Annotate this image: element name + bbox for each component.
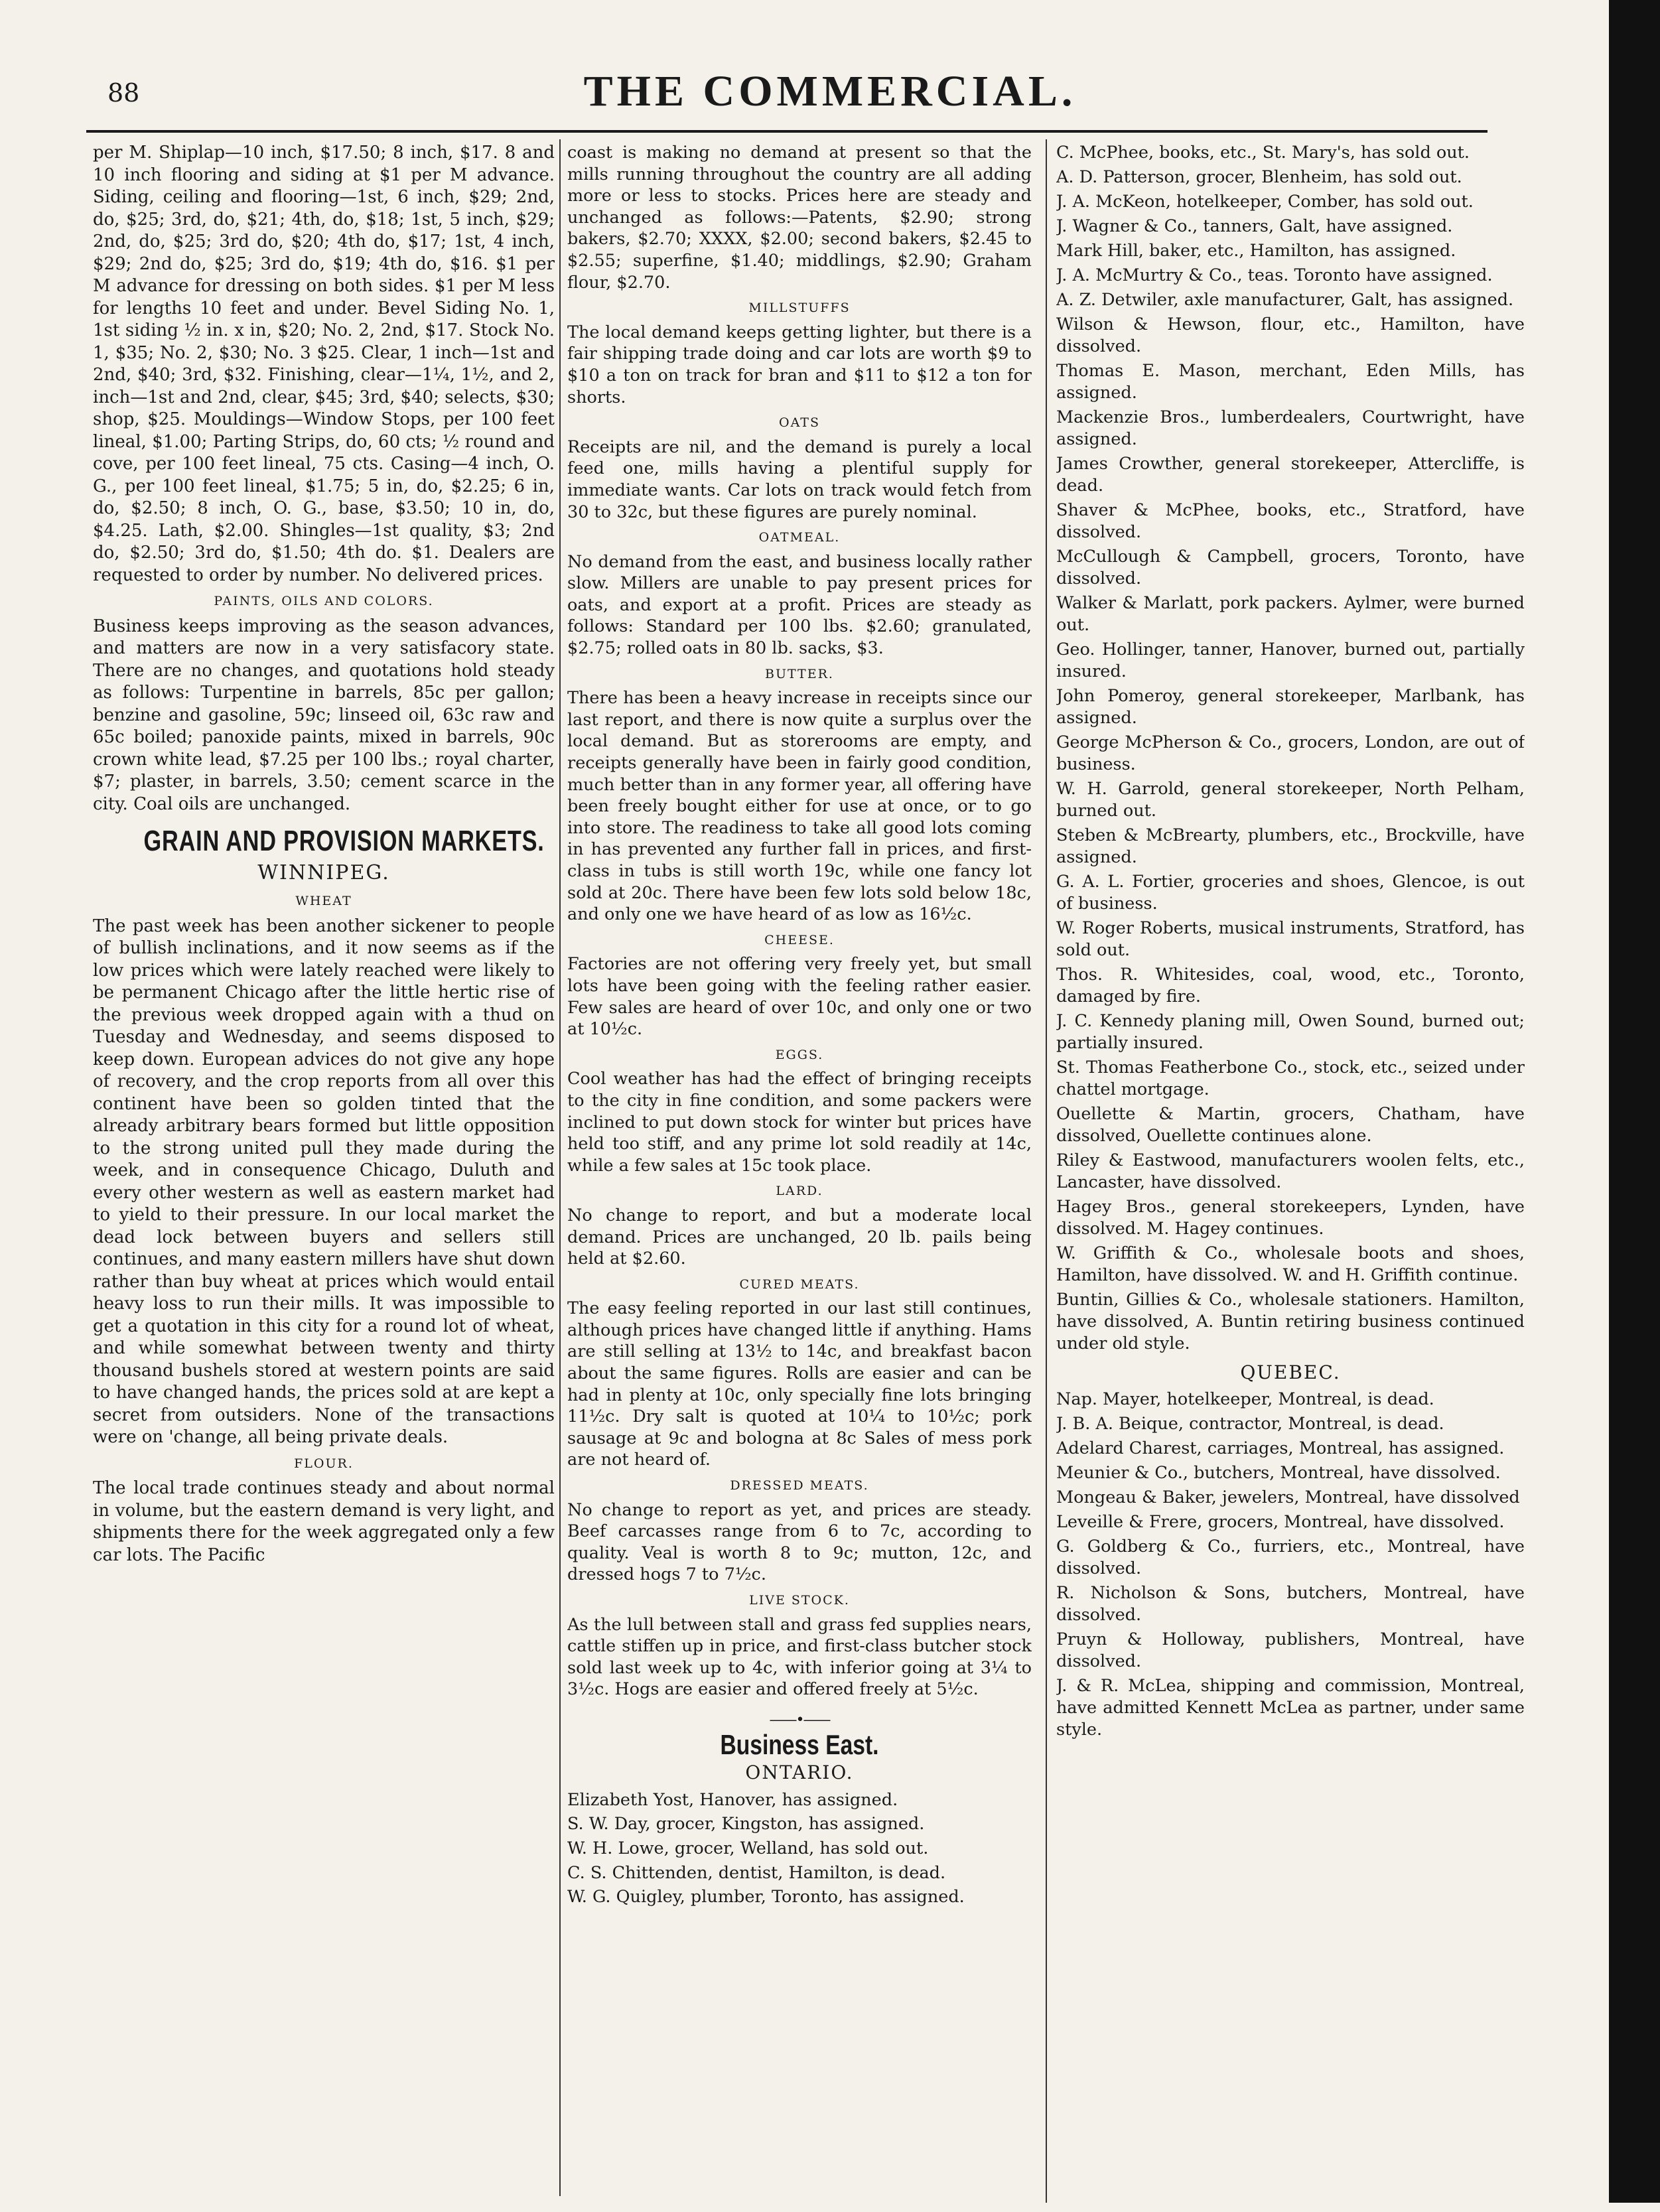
list-item: Riley & Eastwood, manufacturers woolen felts, etc., Lancaster, have dissolved.: [1056, 1150, 1525, 1192]
list-item: Mackenzie Bros., lumberdealers, Courtwright, have assigned.: [1056, 407, 1525, 449]
list-item: J. & R. McLea, shipping and commission, Montreal, have admitted Kennett McLea as partner, under same style.: [1056, 1676, 1525, 1740]
list-item: C. S. Chittenden, dentist, Hamilton, is dead.: [567, 1862, 946, 1883]
section-heading: PAINTS, OILS AND COLORS.: [214, 594, 434, 608]
list-item: Buntin, Gillies & Co., wholesale stationers. Hamilton, have dissolved, A. Buntin retiring business continued under old style.: [1056, 1290, 1525, 1353]
list-item: J. A. McKeon, hotelkeeper, Comber, has sold out.: [1056, 192, 1474, 212]
list-item: Steben & McBrearty, plumbers, etc., Brockville, have assigned.: [1056, 825, 1525, 867]
list-item: Nap. Mayer, hotelkeeper, Montreal, is dead.: [1056, 1389, 1434, 1409]
section-heading: OATS: [779, 415, 820, 431]
list-item: J. Wagner & Co., tanners, Galt, have assigned.: [1056, 216, 1453, 236]
section-heading: OATMEAL.: [758, 530, 841, 545]
section-heading: FLOUR.: [294, 1456, 354, 1471]
paints-text: Business keeps improving as the season advances, and matters are now in a very satisfacory state. There are no changes, and quotations hold steady as follows: Turpentine in barrels, 85c per gallon; benzine and gasoline, 59c; linseed oil, 63c raw and 65c boiled; panoxide paints, mixed in barrels, 90c crown white lead, $7.25 per 100 lbs.; royal charter, $7; plaster, in barrels, 3.50; cement scarce in the city. Coal oils are unchanged.: [93, 616, 555, 814]
section-heading: EGGS.: [775, 1047, 824, 1062]
quebec-list: [1056, 1389, 1525, 1741]
list-item: Leveille & Frere, grocers, Montreal, have dissolved.: [1056, 1512, 1505, 1532]
list-item: St. Thomas Featherbone Co., stock, etc., seized under chattel mortgage.: [1056, 1058, 1525, 1099]
list-item: Meunier & Co., butchers, Montreal, have dissolved.: [1056, 1463, 1501, 1483]
list-item: Mongeau & Baker, jewelers, Montreal, have dissolved: [1056, 1487, 1520, 1507]
section-divider: ——•——: [769, 1711, 830, 1728]
lard-text: No change to report, and but a moderate local demand. Prices are unchanged, 20 lb. pails being held at $2.60.: [567, 1205, 1032, 1269]
list-item: Elizabeth Yost, Hanover, has assigned.: [567, 1789, 898, 1810]
cheese-text: Factories are not offering very freely yet, but small lots have been going with the feeling rather easier. Few sales are heard of over 10c, and only one or two at 10½c.: [567, 954, 1032, 1040]
section-heading: CURED MEATS.: [739, 1277, 860, 1292]
header-rule: [86, 130, 1487, 133]
oatmeal-text: No demand from the east, and business locally rather slow. Millers are unable to pay present prices for oats, and export at a profit. Prices are steady as follows: Standard per 100 lbs. $2.60; granulated, $2.75; rolled oats in 80 lb. sacks, $3.: [567, 551, 1032, 659]
oats-text: Receipts are nil, and the demand is purely a local feed one, mills having a plentiful supply for immediate wants. Car lots on track would fetch from 30 to 32c, but these figures are purely nominal.: [567, 437, 1032, 522]
flour-text: The local trade continues steady and about normal in volume, but the eastern demand is very light, and shipments there for the week aggregated only a few car lots. The Pacific: [93, 1478, 555, 1565]
list-item: W. Roger Roberts, musical instruments, Stratford, has sold out.: [1056, 918, 1525, 960]
list-item: George McPherson & Co., grocers, London, are out of business.: [1056, 732, 1525, 774]
list-item: G. A. L. Fortier, groceries and shoes, Glencoe, is out of business.: [1056, 872, 1525, 914]
list-item: S. W. Day, grocer, Kingston, has assigned.: [567, 1814, 925, 1834]
list-item: W. G. Quigley, plumber, Toronto, has assigned.: [567, 1887, 965, 1907]
live-stock-text: As the lull between stall and grass fed supplies nears, cattle stiffen up in price, and first-class butcher stock sold last week up to 4c, with inferior going at 3¼ to 3½c. Hogs are easier and offered freely at 5½c.: [567, 1614, 1032, 1700]
section-heading: BUTTER.: [765, 666, 834, 681]
masthead-title: THE COMMERCIAL.: [583, 67, 1077, 115]
list-item: G. Goldberg & Co., furriers, etc., Montreal, have dissolved.: [1056, 1537, 1525, 1578]
list-item: McCullough & Campbell, grocers, Toronto, have dissolved.: [1056, 547, 1525, 588]
list-item: Wilson & Hewson, flour, etc., Hamilton, have dissolved.: [1056, 314, 1525, 356]
list-item: Hagey Bros., general storekeepers, Lynden, have dissolved. M. Hagey continues.: [1056, 1197, 1525, 1239]
ontario-list: [567, 1789, 1032, 1908]
eggs-text: Cool weather has had the effect of bringing receipts to the city in fine condition, and some packers were inclined to put down stock for winter but prices have held too stiff, and any prime lot sold readily at 14c, while a few sales at 15c took place.: [567, 1069, 1032, 1176]
column-2: [567, 142, 1032, 2199]
section-heading: CHEESE.: [764, 932, 835, 947]
business-east-headline: Business East.: [720, 1728, 879, 1760]
list-item: Walker & Marlatt, pork packers. Aylmer, were burned out.: [1056, 593, 1525, 635]
list-item: Thos. R. Whitesides, coal, wood, etc., Toronto, damaged by fire.: [1056, 965, 1525, 1006]
section-heading: LARD.: [776, 1184, 823, 1199]
page-edge-shadow: [1609, 0, 1660, 2203]
list-item: Pruyn & Holloway, publishers, Montreal, have dissolved.: [1056, 1629, 1525, 1671]
wheat-text: The past week has been another sickener to people of bullish inclinations, and it now seems as if the low prices which were lately reached were likely to be permanent Chicago after the little hertic rise of the previous week dropped again with a thud on Tuesday and Wednesday, and seems disposed to keep down. European advices do not give any hope of recovery, and the crop reports from all over this continent have been so golden tinted that the already arbitrary bears formed but little opposition to the strong united pull they made during the week, and in consequence Chicago, Duluth and every other western as well as eastern market had to yield to their pressure. In our local market the dead lock between buyers and sellers still continues, and many eastern millers have shut down rather than buy wheat at prices which would entail heavy loss to run their mills. It was impossible to get a quotation in this city for a round lot of wheat, and while somewhat between twenty and thirty thousand bushels stored at western points are said to have changed hands, the prices sold at are kept a secret from outsiders. None of the transactions were on 'change, all being private deals.: [93, 916, 555, 1447]
flour-continued-text: coast is making no demand at present so that the mills running throughout the country are all adding more or less to stocks. Prices here are steady and unchanged as follows:—Patents, $2.90; strong bakers, $2.70; XXXX, $2.00; second bakers, $2.45 to $2.55; superfine, $1.40; middlings, $2.90; Graham flour, $2.70.: [567, 143, 1032, 293]
millstuffs-text: The local demand keeps getting lighter, but there is a fair shipping trade doing and car lots are worth $9 to $10 a ton on track for bran and $11 to $12 a ton for shorts.: [567, 322, 1032, 407]
list-item: C. McPhee, books, etc., St. Mary's, has sold out.: [1056, 143, 1470, 163]
butter-text: There has been a heavy increase in receipts since our last report, and there is now quite a surplus over the local demand. But as storerooms are empty, and receipts generally have been in fairly good condition, much better than in any former year, all offering have been freely bought either for use at once, or to go into store. The readiness to take all good lots coming in has prevented any further fall in prices, and first-class in tubs is still worth 19c, while one fancy lot sold at 20c. There have been few lots sold below 18c, and only one we have heard of as low as 16½c.: [567, 688, 1032, 925]
list-item: J. B. A. Beique, contractor, Montreal, is dead.: [1056, 1414, 1444, 1434]
region-heading: QUEBEC.: [1240, 1361, 1341, 1383]
column-1: [93, 142, 555, 2192]
list-item: Shaver & McPhee, books, etc., Stratford, have dissolved.: [1056, 500, 1525, 542]
city-heading: WINNIPEG.: [257, 861, 390, 884]
grain-markets-headline: GRAIN AND PROVISION MARKETS.: [143, 825, 545, 857]
list-item: W. H. Lowe, grocer, Welland, has sold out.: [567, 1838, 929, 1858]
list-item: Ouellette & Martin, grocers, Chatham, have dissolved, Ouellette continues alone.: [1056, 1104, 1525, 1146]
region-heading: ONTARIO.: [745, 1762, 854, 1784]
section-heading: DRESSED MEATS.: [730, 1478, 869, 1493]
list-item: W. H. Garrold, general storekeeper, North Pelham, burned out.: [1056, 779, 1525, 821]
dressed-meats-text: No change to report as yet, and prices are steady. Beef carcasses range from 6 to 7c, according to quality. Veal is worth 8 to 9c; mutton, 12c, and dressed hogs 7 to 7½c.: [567, 1499, 1032, 1585]
column-3: [1056, 142, 1525, 2212]
section-heading: MILLSTUFFS: [748, 301, 851, 316]
list-item: J. C. Kennedy planing mill, Owen Sound, burned out; partially insured.: [1056, 1011, 1525, 1053]
list-item: J. A. McMurtry & Co., teas. Toronto have assigned.: [1056, 265, 1493, 285]
list-item: R. Nicholson & Sons, butchers, Montreal, have dissolved.: [1056, 1583, 1525, 1625]
page-number: 88: [107, 78, 140, 107]
list-item: Geo. Hollinger, tanner, Hanover, burned out, partially insured.: [1056, 640, 1525, 681]
list-item: James Crowther, general storekeeper, Attercliffe, is dead.: [1056, 454, 1525, 496]
list-item: W. Griffith & Co., wholesale boots and shoes, Hamilton, have dissolved. W. and H. Griffith continue.: [1056, 1243, 1525, 1285]
column-divider: [1046, 139, 1047, 2203]
column-divider: [559, 139, 561, 2196]
lumber-prices-text: per M. Shiplap—10 inch, $17.50; 8 inch, $17. 8 and 10 inch flooring and siding at $1 per M advance. Siding, ceiling and flooring—1st, 6 inch, $29; 2nd, do, $25; 3rd, do, $21; 4th, do, $18; 1st, 5 inch, $29; 2nd, do, $25; 3rd do, $20; 4th do, $17; 1st, 4 inch, $29; 2nd do, $25; 3rd do, $19; 4th do, $16. $1 per M advance for dressing on both sides. $1 per M less for lengths 10 feet and under. Bevel Siding No. 1, 1st siding ½ in. x in, $20; No. 2, 2nd, $17. Stock No. 1, $35; No. 2, $30; No. 3 $25. Clear, 1 inch—1st and 2nd, $40; 3rd, $32. Finishing, clear—1¼, 1½, and 2, inch—1st and 2nd, clear, $45; 3rd, $40; selects, $30; shop, $25. Mouldings—Window Stops, per 100 feet lineal, $1.00; Parting Strips, do, 60 cts; ½ round and cove, per 100 feet lineal, 75 cts. Casing—4 inch, O. G., per 100 feet lineal, $1.75; 5 in, do, $2.25; 6 in, do, $2.50; 8 inch, O. G., base, $3.50; 10 in, do, $4.25. Lath, $2.00. Shingles—1st quality, $3; 2nd do, $2.50; 3rd do, $1.50; 4th do. $1. Dealers are requested to order by number. No delivered prices.: [93, 143, 555, 585]
cured-meats-text: The easy feeling reported in our last still continues, although prices have changed little if anything. Hams are still selling at 13½ to 14c, and breakfast bacon about the same figures. Rolls are easier and can be had in plenty at 10c, only specially fine lots bringing 11½c. Dry salt is quoted at 10¼ to 10½c; pork sausage at 9c and bologna at 8c Sales of mess pork are not heard of.: [567, 1298, 1032, 1470]
ontario-list-continued: [1056, 142, 1525, 1355]
list-item: Adelard Charest, carriages, Montreal, has assigned.: [1056, 1438, 1505, 1458]
list-item: A. D. Patterson, grocer, Blenheim, has sold out.: [1056, 167, 1462, 187]
list-item: A. Z. Detwiler, axle manufacturer, Galt, has assigned.: [1056, 290, 1514, 310]
list-item: Mark Hill, baker, etc., Hamilton, has assigned.: [1056, 241, 1456, 261]
section-heading: LIVE STOCK.: [749, 1593, 850, 1608]
list-item: John Pomeroy, general storekeeper, Marlbank, has assigned.: [1056, 686, 1525, 728]
section-heading: WHEAT: [295, 894, 352, 908]
list-item: Thomas E. Mason, merchant, Eden Mills, has assigned.: [1056, 361, 1525, 403]
